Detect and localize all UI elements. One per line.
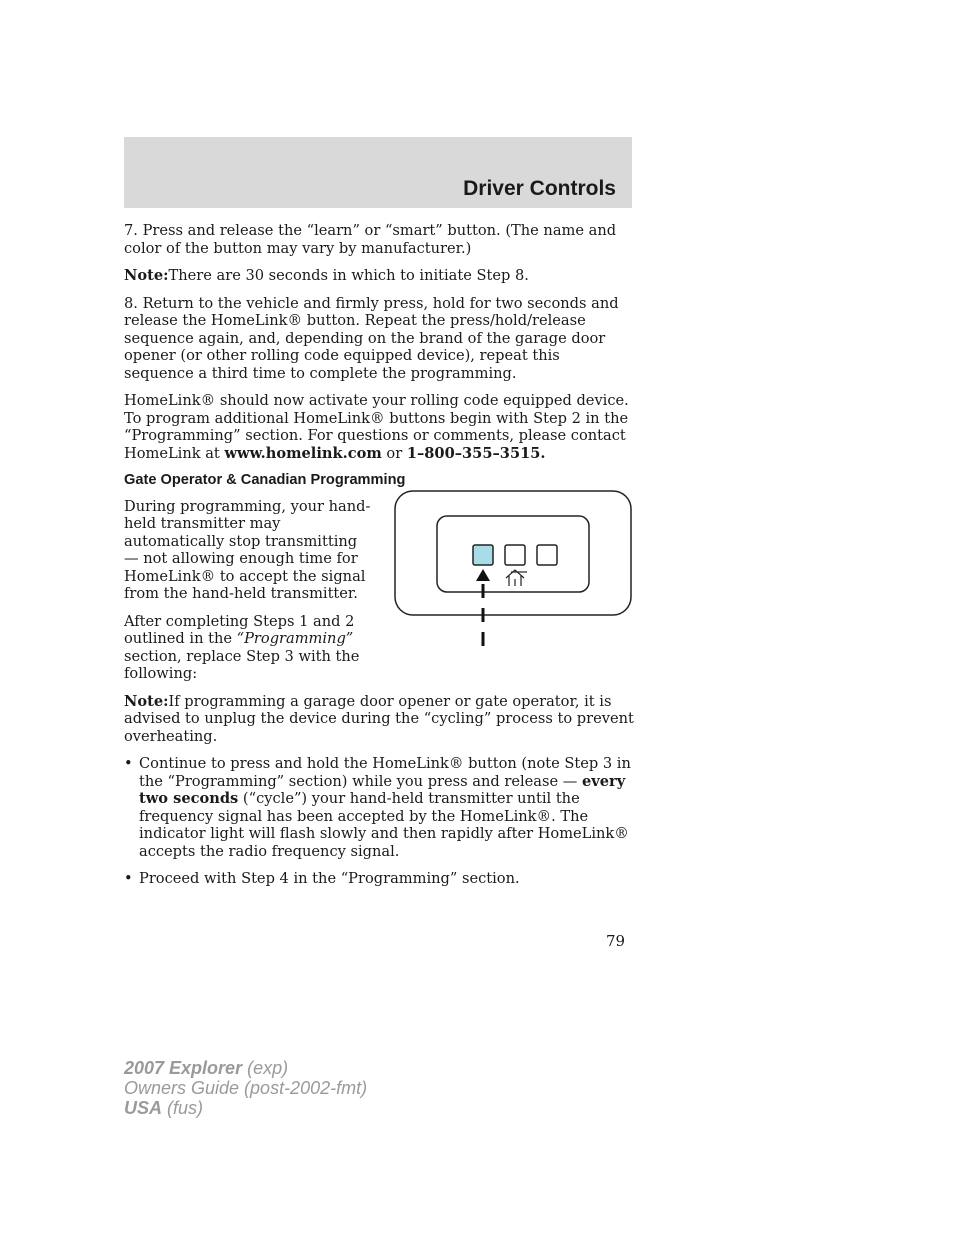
after-completing-paragraph xyxy=(124,613,374,683)
list-item xyxy=(124,755,634,860)
programming-italic: “Programming” xyxy=(236,630,354,647)
note-label: Note: xyxy=(124,692,169,710)
every-two-seconds: every two seconds xyxy=(139,772,626,807)
header-band xyxy=(124,137,632,208)
list-item xyxy=(124,870,634,888)
homelink-button-2 xyxy=(505,545,525,565)
homelink-website: www.homelink.com xyxy=(224,444,382,462)
homelink-button-3 xyxy=(537,545,557,565)
step-7: 7. Press and release the “learn” or “smart” button. (The name and color of the button may vary by manufacturer.) xyxy=(124,222,617,257)
note-label: Note: xyxy=(124,267,169,284)
during-programming-paragraph: During programming, your hand-held transmitter may automatically stop transmitting — not allowing enough time for HomeLink® to accept the signal from the hand-held transmitter. xyxy=(124,497,371,602)
or-text: or xyxy=(381,444,407,462)
page-number: 79 xyxy=(606,932,626,950)
footer-line-3: USA (fus) xyxy=(124,1098,204,1118)
note-text: If programming a garage door opener or gate operator, it is advised to unplug the device during the “cycling” process to prevent overheating. xyxy=(124,692,634,745)
bullet-text: (“cycle”) your hand-held transmitter until the frequency signal has been accepted by the HomeLink®. The indicator light will flash slowly and then rapidly after HomeLink® accepts the radio frequency signal. xyxy=(139,790,629,860)
gate-operator-heading: Gate Operator & Canadian Programming xyxy=(124,472,406,488)
section-title: Driver Controls xyxy=(463,177,616,200)
note-1 xyxy=(124,267,634,285)
homelink-button-1 xyxy=(473,545,493,565)
bullet-text: Proceed with Step 4 in the “Programming” section. xyxy=(139,870,520,887)
bullet-icon: • xyxy=(124,870,133,887)
footer xyxy=(124,1058,367,1118)
step-8: 8. Return to the vehicle and firmly press, hold for two seconds and release the HomeLink® button. Repeat the press/hold/release sequence again, and, depending on the brand of the garage door opener (or other rolling code equipped device), repeat this sequence a third time to complete the programming. xyxy=(124,294,619,382)
homelink-paragraph xyxy=(124,392,634,462)
after-post: section, replace Step 3 with the following: xyxy=(124,647,360,682)
note-2 xyxy=(124,693,634,746)
homelink-phone: 1–800–355–3515. xyxy=(406,444,546,462)
note-text: There are 30 seconds in which to initiate Step 8. xyxy=(168,267,529,284)
footer-line-1: 2007 Explorer (exp) xyxy=(124,1058,289,1078)
after-pre: After completing Steps 1 and 2 outlined in the xyxy=(124,612,355,647)
homelink-panel-illustration xyxy=(394,490,634,650)
bullet-icon: • xyxy=(124,755,133,772)
homelink-diagram xyxy=(394,490,634,650)
footer-line-2: Owners Guide (post-2002-fmt) xyxy=(124,1078,368,1098)
bullet-text: Continue to press and hold the HomeLink® button (note Step 3 in the “Programming” section) while you press and release — xyxy=(139,755,631,790)
homelink-text: HomeLink® should now activate your rolling code equipped device. To program additional HomeLink® buttons begin with Step 2 in the “Programming” section. For questions or comments, please contact HomeLink at xyxy=(124,392,629,462)
